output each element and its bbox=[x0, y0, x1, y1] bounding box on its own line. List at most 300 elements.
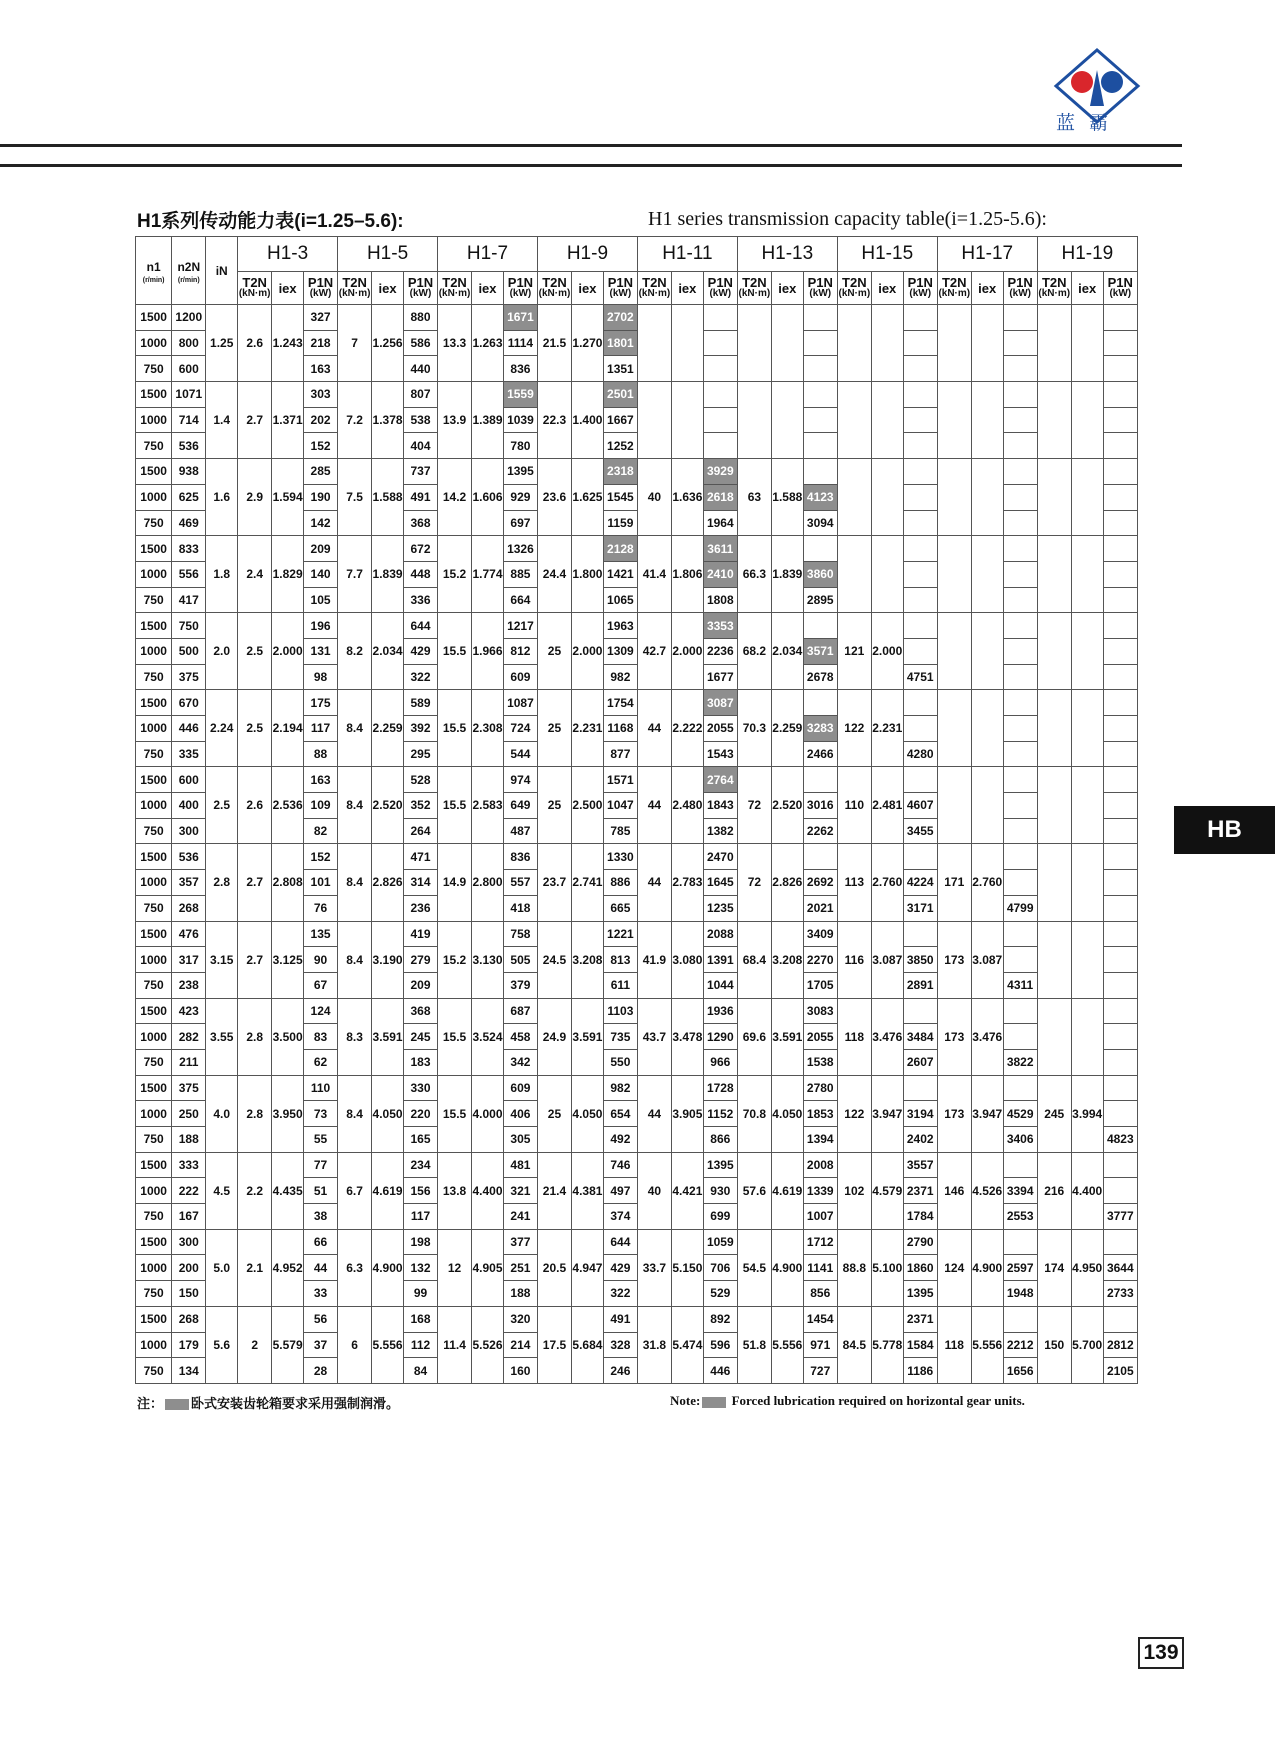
p1n-cell: 813 bbox=[603, 947, 637, 973]
t2n-unit: (kN·m) bbox=[538, 288, 571, 299]
p1n-cell: 1290 bbox=[703, 1024, 737, 1050]
p1n-cell: 90 bbox=[304, 947, 338, 973]
p1n-cell: 1007 bbox=[803, 1204, 837, 1230]
iex-cell bbox=[671, 305, 703, 382]
n1-cell: 750 bbox=[136, 818, 172, 844]
p1n-cell: 1538 bbox=[803, 1049, 837, 1075]
t2n-cell: 15.5 bbox=[438, 767, 472, 844]
n1-cell: 1000 bbox=[136, 1255, 172, 1281]
p1n-cell bbox=[1003, 382, 1037, 408]
p1n-cell: 2607 bbox=[903, 1049, 937, 1075]
p1n-cell: 785 bbox=[603, 818, 637, 844]
t2n-cell: 24.4 bbox=[537, 536, 571, 613]
t2n-cell: 8.4 bbox=[338, 767, 372, 844]
p1n-cell: 1309 bbox=[603, 638, 637, 664]
iex-cell bbox=[771, 305, 803, 382]
p1n-cell: 44 bbox=[304, 1255, 338, 1281]
p1n-cell bbox=[703, 382, 737, 408]
p1n-cell bbox=[903, 330, 937, 356]
p1n-cell: 1351 bbox=[603, 356, 637, 382]
n1-cell: 1500 bbox=[136, 844, 172, 870]
title-chinese: H1系列传动能力表(i=1.25–5.6): bbox=[137, 211, 404, 232]
t2n-cell: 25 bbox=[537, 1075, 571, 1152]
t2n-cell: 15.5 bbox=[438, 998, 472, 1075]
iex-cell: 3.591 bbox=[572, 998, 604, 1075]
iex-cell: 3.130 bbox=[472, 921, 504, 998]
p1n-cell: 55 bbox=[304, 1127, 338, 1153]
n1-cell: 1500 bbox=[136, 613, 172, 639]
iex-cell: 5.684 bbox=[572, 1306, 604, 1383]
p1n-cell: 183 bbox=[403, 1049, 437, 1075]
header-rule-top bbox=[0, 144, 1182, 147]
p1n-cell bbox=[1003, 1075, 1037, 1101]
p1n-cell: 51 bbox=[304, 1178, 338, 1204]
p1n-cell: 56 bbox=[304, 1306, 338, 1332]
gray-swatch-icon bbox=[165, 1399, 189, 1410]
p1n-cell: 697 bbox=[503, 510, 537, 536]
t2n-cell bbox=[837, 382, 871, 459]
t2n-cell: 69.6 bbox=[737, 998, 771, 1075]
t2n-cell: 70.3 bbox=[737, 690, 771, 767]
n1-cell: 750 bbox=[136, 741, 172, 767]
iex-cell: 2.222 bbox=[671, 690, 703, 767]
p1n-cell: 1667 bbox=[603, 407, 637, 433]
p1n-cell bbox=[1103, 818, 1137, 844]
p1n-cell bbox=[903, 510, 937, 536]
iex-cell: 3.950 bbox=[272, 1075, 304, 1152]
p1n-cell: 3929 bbox=[703, 459, 737, 485]
t2n-cell: 174 bbox=[1037, 1229, 1071, 1306]
p1n-unit: (kW) bbox=[1109, 288, 1132, 299]
n1-cell: 1000 bbox=[136, 407, 172, 433]
p1n-cell bbox=[903, 1075, 937, 1101]
t2n-cell: 2.5 bbox=[238, 690, 272, 767]
iex-cell: 5.700 bbox=[1071, 1306, 1103, 1383]
in-cell: 4.5 bbox=[206, 1152, 238, 1229]
p1n-cell bbox=[903, 921, 937, 947]
p1n-cell bbox=[1103, 1101, 1137, 1127]
iex-cell bbox=[1071, 767, 1103, 844]
p1n-cell: 1784 bbox=[903, 1204, 937, 1230]
p1n-cell: 2501 bbox=[603, 382, 637, 408]
p1n-label: P1N bbox=[307, 275, 334, 290]
n1-cell: 1000 bbox=[136, 1178, 172, 1204]
iex-cell: 1.371 bbox=[272, 382, 304, 459]
p1n-cell bbox=[1003, 690, 1037, 716]
t2n-cell: 25 bbox=[537, 690, 571, 767]
p1n-cell: 368 bbox=[403, 510, 437, 536]
p1n-cell: 3484 bbox=[903, 1024, 937, 1050]
t2n-cell bbox=[937, 613, 971, 690]
t2n-header bbox=[537, 272, 571, 305]
p1n-cell: 1571 bbox=[603, 767, 637, 793]
p1n-cell: 3406 bbox=[1003, 1127, 1037, 1153]
p1n-cell: 163 bbox=[304, 767, 338, 793]
iex-cell: 2.520 bbox=[372, 767, 404, 844]
t2n-cell: 8.3 bbox=[338, 998, 372, 1075]
p1n-cell: 1454 bbox=[803, 1306, 837, 1332]
p1n-cell: 112 bbox=[403, 1332, 437, 1358]
p1n-cell: 429 bbox=[403, 638, 437, 664]
n2n-cell: 200 bbox=[172, 1255, 206, 1281]
iex-header: iex bbox=[372, 272, 404, 305]
p1n-cell: 644 bbox=[403, 613, 437, 639]
model-header-h1-13: H1-13 bbox=[737, 237, 837, 272]
iex-cell: 2.000 bbox=[272, 613, 304, 690]
p1n-cell: 1047 bbox=[603, 793, 637, 819]
p1n-cell bbox=[1103, 356, 1137, 382]
p1n-cell: 2618 bbox=[703, 484, 737, 510]
p1n-cell: 3016 bbox=[803, 793, 837, 819]
t2n-cell: 57.6 bbox=[737, 1152, 771, 1229]
p1n-cell bbox=[1103, 895, 1137, 921]
iex-cell: 2.034 bbox=[372, 613, 404, 690]
n1-cell: 1500 bbox=[136, 305, 172, 331]
p1n-cell: 481 bbox=[503, 1152, 537, 1178]
iex-cell: 1.800 bbox=[572, 536, 604, 613]
p1n-cell: 2021 bbox=[803, 895, 837, 921]
p1n-label: P1N bbox=[707, 275, 733, 290]
iex-cell: 4.619 bbox=[372, 1152, 404, 1229]
p1n-cell: 264 bbox=[403, 818, 437, 844]
p1n-cell: 448 bbox=[403, 561, 437, 587]
t2n-header bbox=[438, 272, 472, 305]
p1n-cell: 687 bbox=[503, 998, 537, 1024]
t2n-cell: 25 bbox=[537, 613, 571, 690]
in-cell: 5.0 bbox=[206, 1229, 238, 1306]
p1n-unit: (kW) bbox=[1009, 288, 1031, 299]
n2n-cell: 938 bbox=[172, 459, 206, 485]
p1n-cell: 1584 bbox=[903, 1332, 937, 1358]
p1n-cell: 188 bbox=[503, 1281, 537, 1307]
t2n-cell: 14.2 bbox=[438, 459, 472, 536]
p1n-cell: 1217 bbox=[503, 613, 537, 639]
t2n-cell: 17.5 bbox=[537, 1306, 571, 1383]
p1n-cell: 1677 bbox=[703, 664, 737, 690]
n1-unit: (r/min) bbox=[142, 276, 165, 284]
p1n-cell: 1168 bbox=[603, 716, 637, 742]
t2n-unit: (kN·m) bbox=[438, 288, 471, 299]
p1n-cell: 1948 bbox=[1003, 1281, 1037, 1307]
p1n-cell: 807 bbox=[403, 382, 437, 408]
t2n-cell: 54.5 bbox=[737, 1229, 771, 1306]
p1n-cell: 1559 bbox=[503, 382, 537, 408]
n2n-cell: 500 bbox=[172, 638, 206, 664]
t2n-cell: 2.9 bbox=[238, 459, 272, 536]
iex-cell: 1.774 bbox=[472, 536, 504, 613]
iex-cell: 2.231 bbox=[871, 690, 903, 767]
p1n-cell: 1860 bbox=[903, 1255, 937, 1281]
p1n-cell bbox=[1103, 664, 1137, 690]
p1n-cell: 2270 bbox=[803, 947, 837, 973]
n2n-cell: 423 bbox=[172, 998, 206, 1024]
t2n-cell: 150 bbox=[1037, 1306, 1071, 1383]
p1n-cell: 737 bbox=[403, 459, 437, 485]
p1n-cell bbox=[1003, 561, 1037, 587]
iex-cell: 3.087 bbox=[871, 921, 903, 998]
iex-cell: 2.194 bbox=[272, 690, 304, 767]
n2n-cell: 375 bbox=[172, 664, 206, 690]
iex-cell: 2.481 bbox=[871, 767, 903, 844]
n2n-cell: 300 bbox=[172, 818, 206, 844]
t2n-cell: 2.2 bbox=[238, 1152, 272, 1229]
side-tab-hb[interactable]: HB bbox=[1174, 806, 1275, 854]
p1n-cell: 321 bbox=[503, 1178, 537, 1204]
t2n-cell bbox=[737, 382, 771, 459]
model-header-h1-17: H1-17 bbox=[937, 237, 1037, 272]
p1n-header bbox=[803, 272, 837, 305]
iex-cell bbox=[971, 767, 1003, 844]
p1n-cell bbox=[903, 998, 937, 1024]
p1n-cell: 1421 bbox=[603, 561, 637, 587]
iex-cell: 1.270 bbox=[572, 305, 604, 382]
p1n-cell: 419 bbox=[403, 921, 437, 947]
iex-cell: 1.806 bbox=[671, 536, 703, 613]
n2n-cell: 211 bbox=[172, 1049, 206, 1075]
p1n-cell: 505 bbox=[503, 947, 537, 973]
p1n-cell: 1395 bbox=[703, 1152, 737, 1178]
p1n-cell: 1394 bbox=[803, 1127, 837, 1153]
n2n-cell: 1200 bbox=[172, 305, 206, 331]
p1n-cell: 892 bbox=[703, 1306, 737, 1332]
iex-cell: 4.900 bbox=[372, 1229, 404, 1306]
p1n-cell: 305 bbox=[503, 1127, 537, 1153]
iex-cell: 5.474 bbox=[671, 1306, 703, 1383]
p1n-cell bbox=[1003, 716, 1037, 742]
p1n-cell: 202 bbox=[304, 407, 338, 433]
p1n-cell: 2764 bbox=[703, 767, 737, 793]
t2n-label: T2N bbox=[842, 275, 867, 290]
p1n-cell: 2597 bbox=[1003, 1255, 1037, 1281]
p1n-cell bbox=[1103, 484, 1137, 510]
page-number: 139 bbox=[1138, 1637, 1184, 1669]
t2n-cell: 66.3 bbox=[737, 536, 771, 613]
t2n-cell: 24.5 bbox=[537, 921, 571, 998]
table-row bbox=[136, 844, 1138, 870]
n2n-cell: 417 bbox=[172, 587, 206, 613]
iex-cell: 2.000 bbox=[671, 613, 703, 690]
p1n-cell: 3611 bbox=[703, 536, 737, 562]
p1n-cell: 330 bbox=[403, 1075, 437, 1101]
iex-cell: 5.556 bbox=[971, 1306, 1003, 1383]
t2n-cell: 13.3 bbox=[438, 305, 472, 382]
p1n-cell: 866 bbox=[703, 1127, 737, 1153]
t2n-cell: 8.2 bbox=[338, 613, 372, 690]
p1n-cell bbox=[1003, 356, 1037, 382]
p1n-cell: 664 bbox=[503, 587, 537, 613]
p1n-cell: 2553 bbox=[1003, 1204, 1037, 1230]
p1n-cell: 84 bbox=[403, 1358, 437, 1384]
t2n-cell: 15.5 bbox=[438, 1075, 472, 1152]
in-cell: 2.5 bbox=[206, 767, 238, 844]
p1n-cell: 1843 bbox=[703, 793, 737, 819]
p1n-cell: 117 bbox=[304, 716, 338, 742]
n1-cell: 1500 bbox=[136, 382, 172, 408]
t2n-cell bbox=[937, 690, 971, 767]
p1n-cell bbox=[903, 844, 937, 870]
t2n-cell: 42.7 bbox=[637, 613, 671, 690]
iex-cell: 2.000 bbox=[572, 613, 604, 690]
t2n-cell: 245 bbox=[1037, 1075, 1071, 1152]
p1n-cell: 609 bbox=[503, 664, 537, 690]
n2n-cell: 625 bbox=[172, 484, 206, 510]
p1n-cell: 117 bbox=[403, 1204, 437, 1230]
p1n-cell: 209 bbox=[403, 972, 437, 998]
p1n-cell: 327 bbox=[304, 305, 338, 331]
n1-cell: 750 bbox=[136, 895, 172, 921]
p1n-cell: 160 bbox=[503, 1358, 537, 1384]
p1n-cell bbox=[1103, 972, 1137, 998]
p1n-cell bbox=[1003, 613, 1037, 639]
p1n-cell: 497 bbox=[603, 1178, 637, 1204]
p1n-cell: 2236 bbox=[703, 638, 737, 664]
p1n-cell: 279 bbox=[403, 947, 437, 973]
in-header: iN bbox=[206, 237, 238, 305]
n1-cell: 750 bbox=[136, 433, 172, 459]
p1n-cell: 37 bbox=[304, 1332, 338, 1358]
n1-cell: 1500 bbox=[136, 536, 172, 562]
iex-cell: 5.778 bbox=[871, 1306, 903, 1383]
t2n-cell: 2.7 bbox=[238, 382, 272, 459]
iex-cell bbox=[671, 382, 703, 459]
t2n-cell: 21.5 bbox=[537, 305, 571, 382]
p1n-cell bbox=[703, 330, 737, 356]
p1n-cell: 589 bbox=[403, 690, 437, 716]
iex-cell bbox=[971, 536, 1003, 613]
p1n-cell bbox=[1103, 1049, 1137, 1075]
n2n-cell: 150 bbox=[172, 1281, 206, 1307]
iex-cell: 3.125 bbox=[272, 921, 304, 998]
iex-cell: 1.389 bbox=[472, 382, 504, 459]
t2n-cell: 2.4 bbox=[238, 536, 272, 613]
p1n-unit: (kW) bbox=[609, 288, 632, 299]
note-cn-text: 卧式安装齿轮箱要求采用强制润滑。 bbox=[191, 1396, 400, 1411]
iex-cell: 3.208 bbox=[771, 921, 803, 998]
p1n-cell bbox=[1103, 844, 1137, 870]
n1-label: n1 bbox=[146, 259, 161, 274]
t2n-unit: (kN·m) bbox=[638, 288, 671, 299]
p1n-cell bbox=[1103, 407, 1137, 433]
t2n-label: T2N bbox=[742, 275, 767, 290]
p1n-cell: 3094 bbox=[803, 510, 837, 536]
n2n-cell: 600 bbox=[172, 767, 206, 793]
p1n-unit: (kW) bbox=[809, 288, 832, 299]
p1n-cell: 336 bbox=[403, 587, 437, 613]
iex-cell bbox=[971, 382, 1003, 459]
iex-cell: 1.839 bbox=[372, 536, 404, 613]
n1-cell: 1000 bbox=[136, 1332, 172, 1358]
t2n-cell: 68.4 bbox=[737, 921, 771, 998]
iex-cell bbox=[771, 382, 803, 459]
p1n-cell: 930 bbox=[703, 1178, 737, 1204]
p1n-cell: 377 bbox=[503, 1229, 537, 1255]
t2n-header bbox=[338, 272, 372, 305]
iex-cell bbox=[1071, 690, 1103, 767]
p1n-cell bbox=[1103, 767, 1137, 793]
capacity-table bbox=[135, 236, 1138, 1384]
t2n-cell: 41.4 bbox=[637, 536, 671, 613]
p1n-cell bbox=[903, 638, 937, 664]
t2n-cell: 72 bbox=[737, 767, 771, 844]
p1n-cell: 209 bbox=[304, 536, 338, 562]
t2n-cell: 40 bbox=[637, 1152, 671, 1229]
p1n-cell: 609 bbox=[503, 1075, 537, 1101]
iex-cell: 2.760 bbox=[971, 844, 1003, 921]
in-cell: 5.6 bbox=[206, 1306, 238, 1383]
model-header-h1-15: H1-15 bbox=[837, 237, 937, 272]
p1n-cell bbox=[803, 356, 837, 382]
iex-cell bbox=[871, 459, 903, 536]
p1n-cell bbox=[1103, 382, 1137, 408]
in-cell: 4.0 bbox=[206, 1075, 238, 1152]
iex-cell: 2.783 bbox=[671, 844, 703, 921]
iex-cell bbox=[1071, 305, 1103, 382]
note-chinese bbox=[137, 1393, 399, 1412]
p1n-cell: 175 bbox=[304, 690, 338, 716]
p1n-cell bbox=[1103, 921, 1137, 947]
t2n-cell: 63 bbox=[737, 459, 771, 536]
n1-header bbox=[136, 237, 172, 305]
p1n-cell: 880 bbox=[403, 305, 437, 331]
p1n-cell: 66 bbox=[304, 1229, 338, 1255]
iex-cell: 4.900 bbox=[971, 1229, 1003, 1306]
p1n-cell: 699 bbox=[703, 1204, 737, 1230]
iex-cell: 3.947 bbox=[971, 1075, 1003, 1152]
t2n-cell: 7 bbox=[338, 305, 372, 382]
p1n-cell bbox=[1003, 484, 1037, 510]
p1n-cell bbox=[1003, 1024, 1037, 1050]
iex-cell: 3.190 bbox=[372, 921, 404, 998]
t2n-cell: 171 bbox=[937, 844, 971, 921]
p1n-cell bbox=[703, 356, 737, 382]
p1n-cell: 295 bbox=[403, 741, 437, 767]
p1n-cell bbox=[1003, 921, 1037, 947]
in-cell: 1.6 bbox=[206, 459, 238, 536]
t2n-cell: 7.2 bbox=[338, 382, 372, 459]
p1n-cell: 2262 bbox=[803, 818, 837, 844]
p1n-cell: 672 bbox=[403, 536, 437, 562]
iex-cell: 4.050 bbox=[372, 1075, 404, 1152]
iex-cell: 2.808 bbox=[272, 844, 304, 921]
p1n-cell: 3171 bbox=[903, 895, 937, 921]
p1n-cell bbox=[703, 305, 737, 331]
p1n-cell bbox=[1103, 690, 1137, 716]
iex-cell bbox=[1071, 536, 1103, 613]
p1n-cell: 3409 bbox=[803, 921, 837, 947]
p1n-cell: 1235 bbox=[703, 895, 737, 921]
p1n-cell: 611 bbox=[603, 972, 637, 998]
in-cell: 2.24 bbox=[206, 690, 238, 767]
n2n-cell: 333 bbox=[172, 1152, 206, 1178]
p1n-cell: 2891 bbox=[903, 972, 937, 998]
p1n-cell: 971 bbox=[803, 1332, 837, 1358]
p1n-cell bbox=[1103, 1178, 1137, 1204]
p1n-cell bbox=[1103, 613, 1137, 639]
p1n-cell bbox=[903, 484, 937, 510]
p1n-cell: 3644 bbox=[1103, 1255, 1137, 1281]
t2n-cell: 68.2 bbox=[737, 613, 771, 690]
t2n-cell: 24.9 bbox=[537, 998, 571, 1075]
t2n-unit: (kN·m) bbox=[338, 288, 371, 299]
p1n-cell: 379 bbox=[503, 972, 537, 998]
p1n-cell: 1326 bbox=[503, 536, 537, 562]
p1n-cell: 198 bbox=[403, 1229, 437, 1255]
t2n-cell: 2 bbox=[238, 1306, 272, 1383]
n1-cell: 1000 bbox=[136, 1024, 172, 1050]
t2n-cell: 23.7 bbox=[537, 844, 571, 921]
t2n-cell: 173 bbox=[937, 921, 971, 998]
t2n-cell: 70.8 bbox=[737, 1075, 771, 1152]
